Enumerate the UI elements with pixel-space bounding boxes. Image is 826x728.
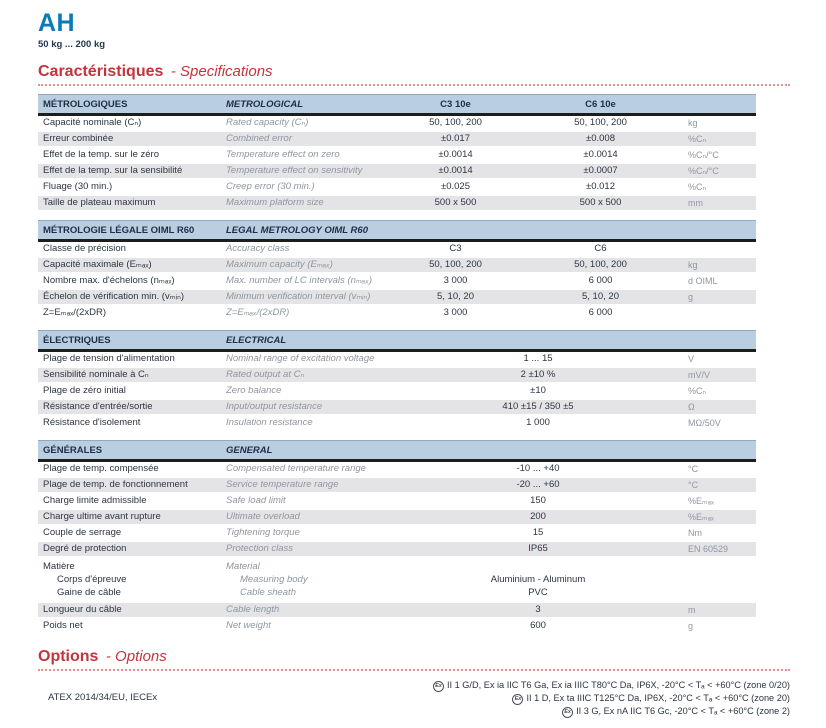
group-header-row <box>38 441 756 461</box>
label-fr: Charge limite admissible <box>43 495 147 506</box>
label-en: Compensated temperature range <box>226 463 366 474</box>
label-en: Combined error <box>226 133 292 144</box>
table-row <box>38 305 756 321</box>
group-header-row <box>38 221 756 241</box>
label-fr: Plage de temp. de fonctionnement <box>43 479 188 490</box>
table-row <box>38 602 756 618</box>
material-sheath-value: PVC <box>528 587 548 598</box>
metrological-table <box>38 94 756 212</box>
unit <box>683 241 756 258</box>
value-c6: 50, 100, 200 <box>574 117 627 128</box>
table-row <box>38 273 756 289</box>
value: ±10 <box>530 385 546 396</box>
value-c6: ±0.0007 <box>583 165 618 176</box>
value-c3: ±0.0014 <box>438 165 473 176</box>
label-fr: Résistance d'entrée/sortie <box>43 401 153 412</box>
unit: %Eₘₐₓ <box>688 512 714 522</box>
group-header-en: GENERAL <box>221 441 393 461</box>
label-fr: Charge ultime avant rupture <box>43 511 161 522</box>
label-en: Rated output at Cₙ <box>226 369 305 380</box>
label-fr: Taille de plateau maximum <box>43 197 156 208</box>
unit: MΩ/50V <box>688 418 721 428</box>
group-header-fr: MÉTROLOGIQUES <box>38 95 221 115</box>
value-c3: ±0.0014 <box>438 149 473 160</box>
label-en: Rated capacity (Cₙ) <box>226 117 309 128</box>
material-label-en: Material <box>226 561 260 572</box>
value-c6: ±0.0014 <box>583 149 618 160</box>
label-fr: Effet de la temp. sur le zéro <box>43 149 159 160</box>
column-header-c3: C3 10e <box>393 95 518 115</box>
options-heading-en: - Options <box>105 648 167 665</box>
label-fr: Résistance d'isolement <box>43 417 141 428</box>
specifications-heading <box>38 63 790 86</box>
label-fr: Couple de serrage <box>43 527 122 538</box>
table-row <box>38 257 756 273</box>
table-row <box>38 131 756 147</box>
unit: kg <box>688 118 698 128</box>
group-header-fr: MÉTROLOGIE LÉGALE OIML R60 <box>38 221 221 241</box>
column-header-unit <box>683 95 756 115</box>
table-row <box>38 461 756 478</box>
unit: EN 60529 <box>688 544 729 554</box>
unit: g <box>688 292 694 302</box>
material-sheath-fr: Gaine de câble <box>57 587 121 598</box>
atex-marking-text: II 1 G/D, Ex ia IIC T6 Ga, Ex ia IIIC T80°C Da, IP6X, -20°C < Tₐ < +60°C (zone 0/20) <box>446 680 790 690</box>
unit <box>683 305 756 321</box>
value-c6: 6 000 <box>588 307 613 318</box>
material-sheath-en: Cable sheath <box>240 587 296 598</box>
label-en: Temperature effect on sensitivity <box>226 165 363 176</box>
column-header-c6: C6 10e <box>518 95 683 115</box>
table-row <box>38 525 756 541</box>
table-row <box>38 541 756 557</box>
label-en: Maximum platform size <box>226 197 324 208</box>
label-en: Creep error (30 min.) <box>226 181 315 192</box>
value-c6: 5, 10, 20 <box>582 291 619 302</box>
unit: %Cₙ <box>688 182 707 192</box>
label-en: Minimum verification interval (vₘᵢₙ) <box>226 291 371 302</box>
value: 200 <box>530 511 546 522</box>
value-c3: 3 000 <box>443 275 468 286</box>
value-c6: 500 x 500 <box>579 197 622 208</box>
table-row <box>38 399 756 415</box>
value: 1 ... 15 <box>523 353 553 364</box>
options-heading <box>38 648 790 671</box>
table-row <box>38 179 756 195</box>
label-fr: Plage de tension d'alimentation <box>43 353 175 364</box>
value: 600 <box>530 620 546 631</box>
value: 410 ±15 / 350 ±5 <box>502 401 574 412</box>
unit: mm <box>688 198 703 208</box>
group-header-row <box>38 95 756 115</box>
atex-marking-line <box>38 705 790 718</box>
value: 15 <box>532 527 544 538</box>
label-en: Net weight <box>226 620 271 631</box>
value-c3: ±0.025 <box>441 181 470 192</box>
group-header-en: ELECTRICAL <box>221 331 393 351</box>
value: 150 <box>530 495 546 506</box>
unit: mV/V <box>688 370 711 380</box>
label-fr: Fluage (30 min.) <box>43 181 113 192</box>
legal-metrology-table <box>38 220 756 322</box>
label-fr: Classe de précision <box>43 243 126 254</box>
value-c3: 500 x 500 <box>434 197 477 208</box>
group-header-fr: GÉNÉRALES <box>38 441 221 461</box>
material-body-fr: Corps d'épreuve <box>57 574 127 585</box>
label-fr: Degré de protection <box>43 543 127 554</box>
atex-ex-icon: Ex <box>433 681 444 692</box>
unit: °C <box>688 464 699 474</box>
value: 2 ±10 % <box>520 369 556 380</box>
table-row <box>38 195 756 211</box>
unit: d OIML <box>688 276 718 286</box>
label-en: Z=Eₘₐₓ/(2xDR) <box>226 307 290 318</box>
group-header-row <box>38 331 756 351</box>
label-en: Safe load limit <box>226 495 286 506</box>
atex-marking-text: II 1 D, Ex ta IIIC T125°C Da, IP6X, -20°C < Tₐ < +60°C (zone 20) <box>526 693 790 703</box>
value-c3: C3 <box>449 243 462 254</box>
table-row <box>38 367 756 383</box>
unit: %Cₙ/°C <box>688 150 719 160</box>
material-label-fr: Matière <box>43 561 75 572</box>
label-en: Insulation resistance <box>226 417 313 428</box>
value-c6: 50, 100, 200 <box>574 259 627 270</box>
atex-marking-text: II 3 G, Ex nA IIC T6 Gc, -20°C < Tₐ < +60°C (zone 2) <box>576 706 790 716</box>
label-fr: Capacité maximale (Eₘₐₓ) <box>43 259 152 270</box>
value: 1 000 <box>526 417 550 428</box>
label-fr: Erreur combinée <box>43 133 114 144</box>
unit: Nm <box>688 528 702 538</box>
label-fr: Nombre max. d'échelons (nₘₐₓ) <box>43 275 175 286</box>
table-row <box>38 618 756 634</box>
atex-standard-label: ATEX 2014/34/EU, IECEx <box>48 692 158 703</box>
label-en: Protection class <box>226 543 294 554</box>
capacity-range: 50 kg ... 200 kg <box>38 39 106 50</box>
label-en: Max. number of LC intervals (nₘₐₓ) <box>226 275 372 286</box>
unit: °C <box>688 480 699 490</box>
atex-marking-line <box>38 679 790 692</box>
label-fr: Plage de temp. compensée <box>43 463 159 474</box>
general-table <box>38 440 756 635</box>
atex-ex-icon: Ex <box>512 694 523 705</box>
material-body-value: Aluminium - Aluminum <box>490 574 586 585</box>
table-row <box>38 115 756 132</box>
unit: %Cₙ <box>688 134 707 144</box>
unit: %Eₘₐₓ <box>688 496 714 506</box>
table-row <box>38 415 756 431</box>
value: IP65 <box>528 543 548 554</box>
options-heading-fr: Options <box>38 648 99 665</box>
value-c3: 50, 100, 200 <box>429 259 482 270</box>
value-c3: 50, 100, 200 <box>429 117 482 128</box>
label-fr: Effet de la temp. sur la sensibilité <box>43 165 183 176</box>
label-en: Input/output resistance <box>226 401 323 412</box>
value-c6: C6 <box>594 243 607 254</box>
label-en: Zero balance <box>226 385 282 396</box>
group-header-fr: ÉLECTRIQUES <box>38 331 221 351</box>
table-row <box>38 493 756 509</box>
value-c3: 3 000 <box>443 307 468 318</box>
value-c6: ±0.012 <box>586 181 615 192</box>
specifications-heading-fr: Caractéristiques <box>38 63 164 80</box>
specifications-heading-en: - Specifications <box>170 63 273 80</box>
unit: kg <box>688 260 698 270</box>
atex-ex-icon: Ex <box>562 707 573 718</box>
label-fr: Longueur du câble <box>43 604 122 615</box>
value: -20 ... +60 <box>516 479 560 490</box>
material-body-en: Measuring body <box>240 574 308 585</box>
label-en: Maximum capacity (Eₘₐₓ) <box>226 259 333 270</box>
unit: V <box>688 354 695 364</box>
value: 3 <box>535 604 541 615</box>
label-fr: Sensibilité nominale à Cₙ <box>43 369 149 380</box>
value-c6: 6 000 <box>588 275 613 286</box>
table-row <box>38 163 756 179</box>
page-title: AH <box>38 9 76 37</box>
label-en: Tightening torque <box>226 527 300 538</box>
label-fr: Z=Eₘₐₓ/(2xDR) <box>43 307 106 318</box>
unit: %Cₙ <box>688 386 707 396</box>
unit: %Cₙ/°C <box>688 166 719 176</box>
value-c3: ±0.017 <box>441 133 470 144</box>
label-fr: Échelon de vérification min. (vₘᵢₙ) <box>43 291 185 302</box>
unit: g <box>688 621 694 631</box>
label-en: Ultimate overload <box>226 511 300 522</box>
table-row <box>38 289 756 305</box>
table-row <box>38 509 756 525</box>
table-row <box>38 147 756 163</box>
label-en: Cable length <box>226 604 280 615</box>
electrical-table <box>38 330 756 432</box>
value-c6: ±0.008 <box>586 133 615 144</box>
group-header-en: METROLOGICAL <box>221 95 393 115</box>
table-row <box>38 241 756 258</box>
label-fr: Poids net <box>43 620 83 631</box>
value-c3: 5, 10, 20 <box>437 291 474 302</box>
material-row <box>38 557 756 602</box>
label-en: Temperature effect on zero <box>226 149 340 160</box>
atex-block <box>38 679 790 718</box>
unit: m <box>688 605 696 615</box>
table-row <box>38 383 756 399</box>
label-en: Accuracy class <box>226 243 290 254</box>
group-header-en: LEGAL METROLOGY OIML R60 <box>221 221 393 241</box>
table-row <box>38 351 756 368</box>
label-en: Nominal range of excitation voltage <box>226 353 375 364</box>
unit: Ω <box>688 402 695 412</box>
table-row <box>38 477 756 493</box>
value: -10 ... +40 <box>516 463 560 474</box>
label-en: Service temperature range <box>226 479 339 490</box>
label-fr: Plage de zéro initial <box>43 385 126 396</box>
label-fr: Capacité nominale (Cₙ) <box>43 117 142 128</box>
